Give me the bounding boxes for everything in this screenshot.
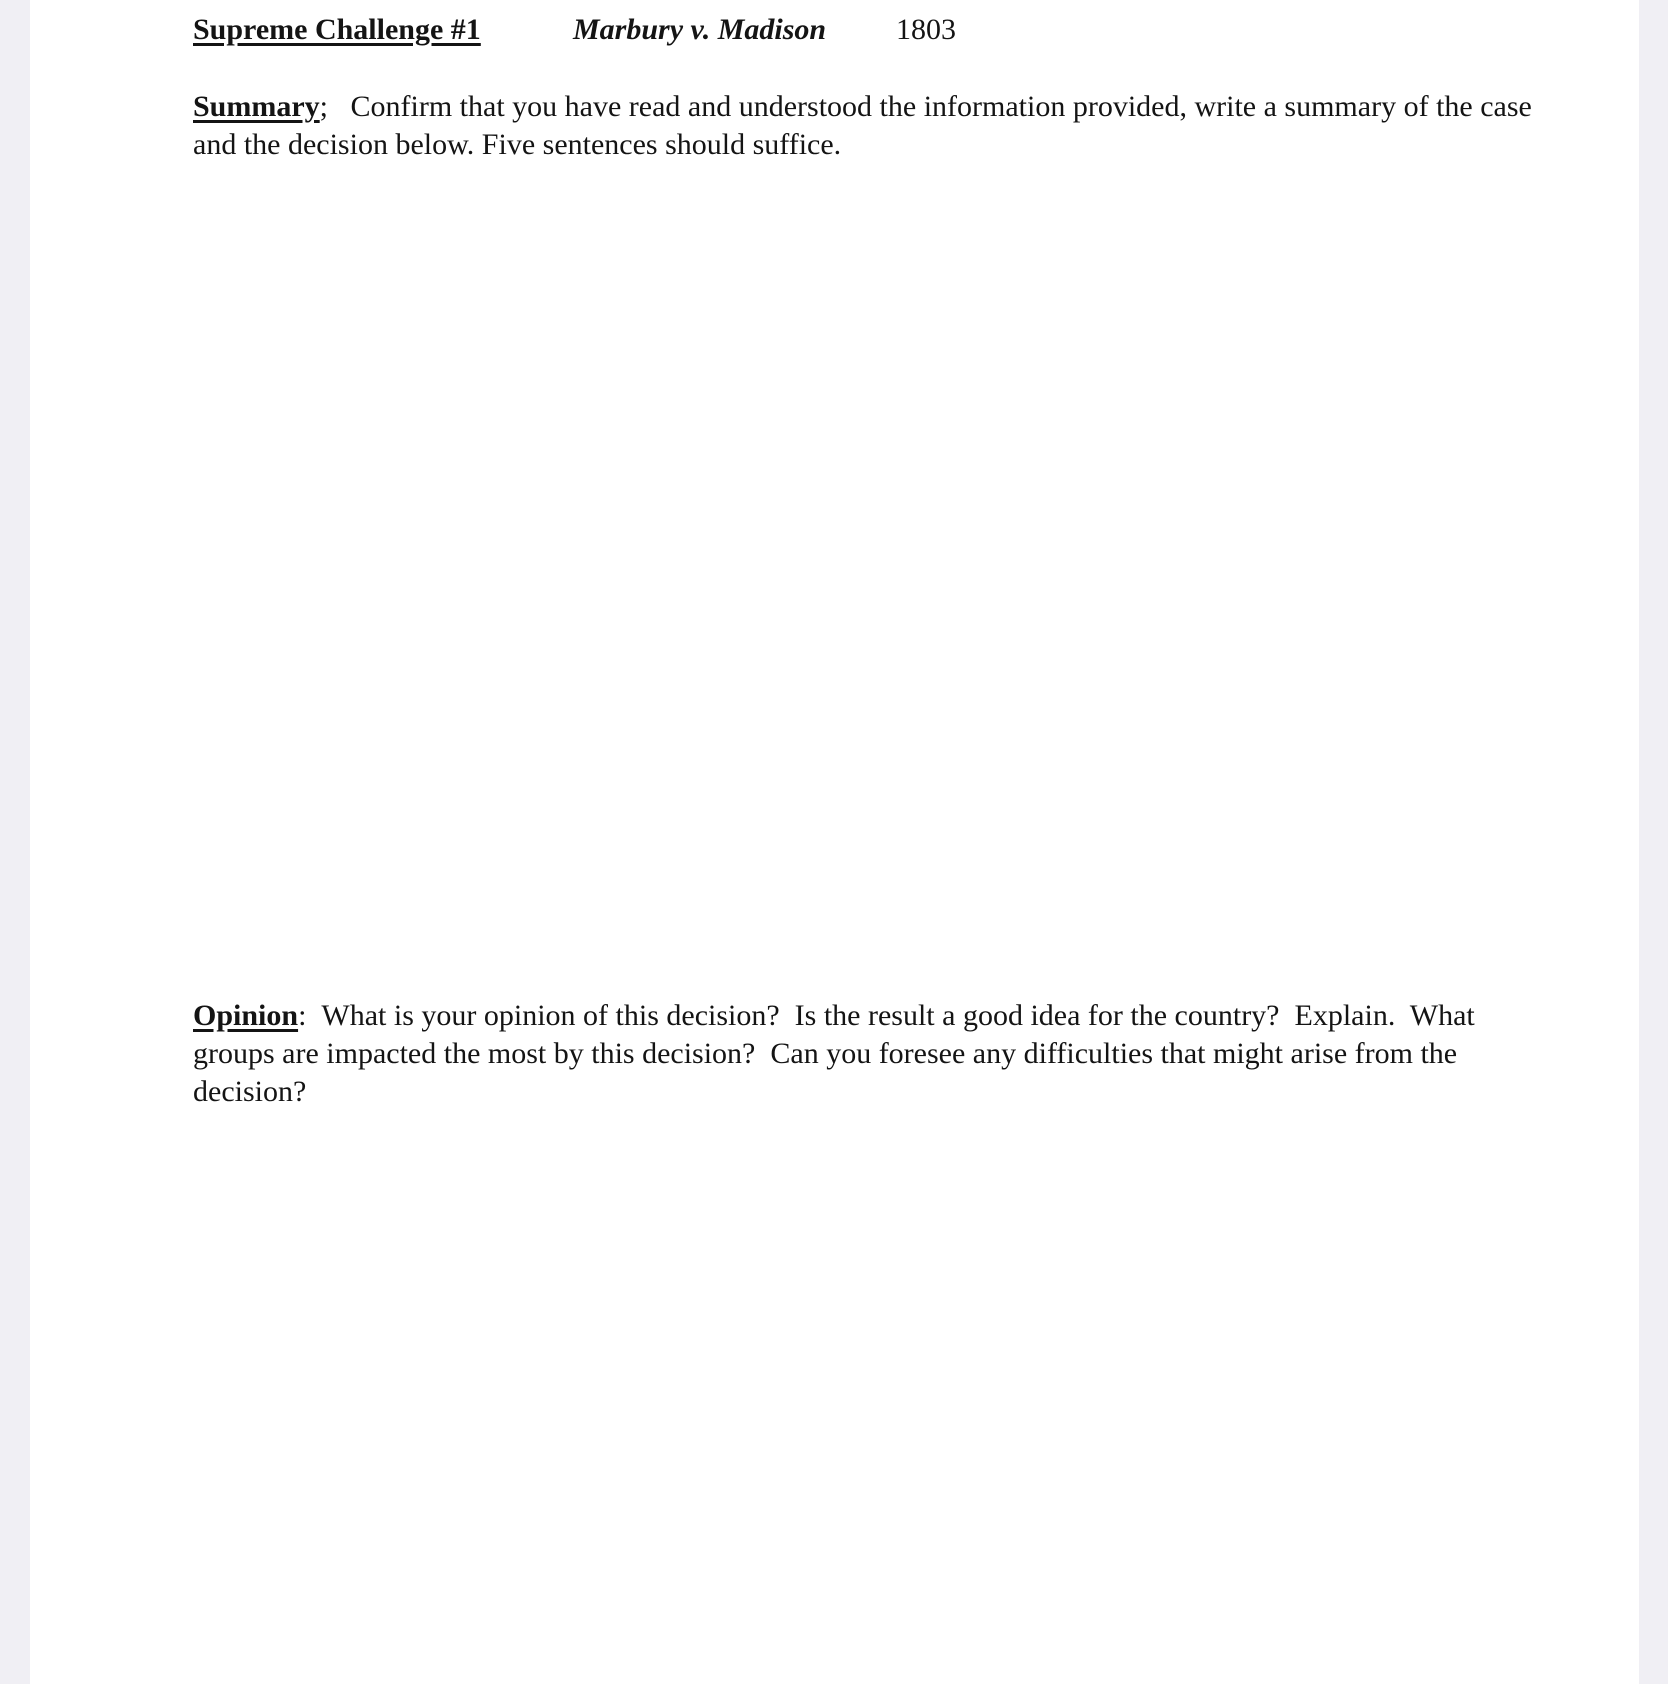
challenge-title: Supreme Challenge #1: [193, 13, 481, 46]
document-page: [30, 0, 1639, 1684]
opinion-answer-area[interactable]: [193, 1120, 1533, 1660]
summary-section: [193, 88, 1540, 164]
summary-prompt: Confirm that you have read and understood the information provided, write a summary of the case and the decision below. Five sentences should suffice.: [193, 90, 1540, 161]
summary-separator: ;: [319, 90, 329, 123]
opinion-prompt: What is your opinion of this decision? Is the result a good idea for the country? Explain. What groups are impacted the most by this decision? Can you foresee any difficulties that might arise from the decision?: [193, 999, 1483, 1108]
case-year: 1803: [896, 13, 956, 46]
opinion-label: Opinion: [193, 999, 299, 1032]
case-name: Marbury v. Madison: [573, 13, 827, 46]
opinion-separator: :: [298, 999, 307, 1032]
summary-answer-area[interactable]: [193, 170, 1533, 970]
opinion-section: [193, 997, 1533, 1111]
summary-label: Summary: [193, 90, 320, 123]
